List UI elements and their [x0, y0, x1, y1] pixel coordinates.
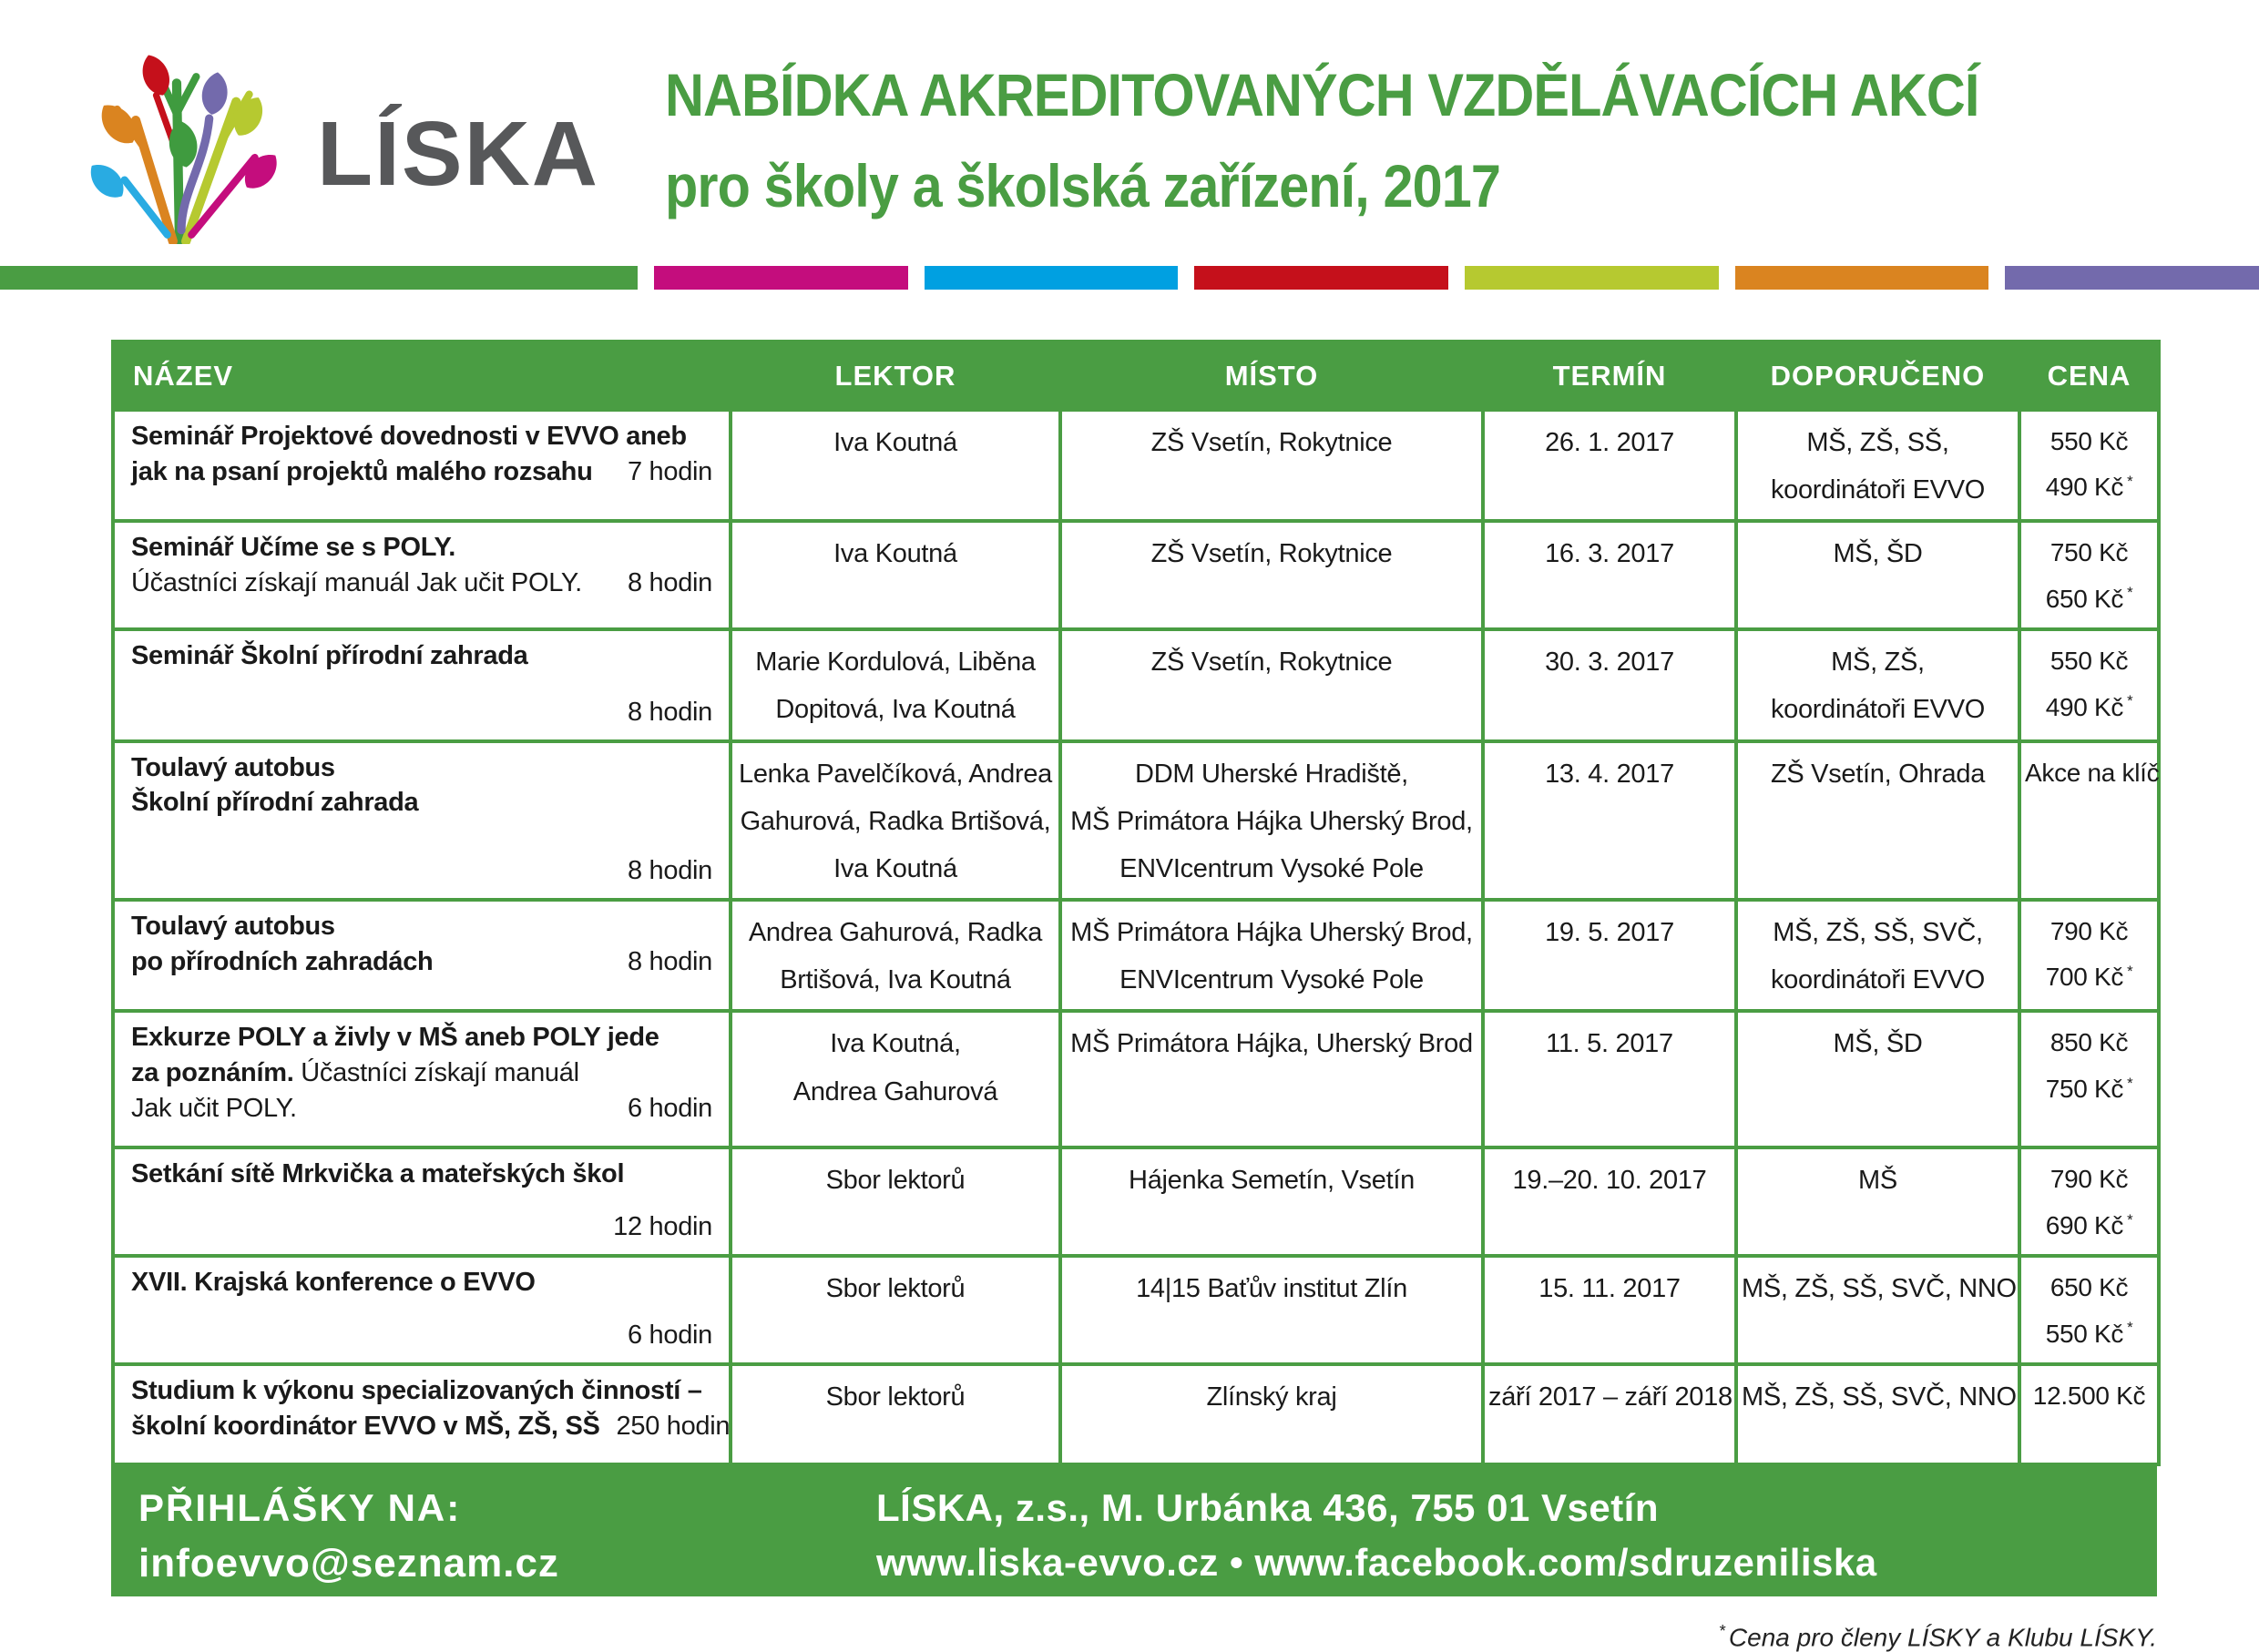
cell-misto: DDM Uherské Hradiště, MŠ Primátora Hájka Uherský Brod, ENVIcentrum Vysoké Pole — [1060, 741, 1483, 901]
cell-nazev: XVII. Krajská konference o EVVO 6 hodin — [113, 1256, 731, 1364]
events-table — [111, 340, 2161, 1466]
cell-nazev: Toulavý autobus Školní přírodní zahrada 8 hodin — [113, 741, 731, 901]
page-header — [0, 0, 2259, 266]
page-title-line2: pro školy a školská zařízení, 2017 — [665, 152, 1501, 219]
cell-termin: 19.–20. 10. 2017 — [1483, 1147, 1736, 1256]
cell-lektor: Sbor lektorů — [731, 1147, 1060, 1256]
page-title-line1: NABÍDKA AKREDITOVANÝCH VZDĚLÁVACÍCH AKCÍ — [665, 61, 1979, 128]
cell-lektor: Iva Koutná — [731, 521, 1060, 629]
table-row — [113, 900, 2159, 1011]
cell-doporuceno: MŠ, ZŠ, SŠ, SVČ, NNO — [1736, 1364, 2019, 1464]
cell-doporuceno: MŠ, ZŠ, SŠ, koordinátoři EVVO — [1736, 410, 2019, 521]
cell-lektor: Marie Kordulová, Liběna Dopitová, Iva Koutná — [731, 629, 1060, 740]
org-websites: www.liska-evvo.cz • www.facebook.com/sdruzeniliska — [876, 1541, 1877, 1585]
cell-cena: 850 Kč 750 Kč * — [2019, 1011, 2159, 1147]
stripe-segment-green — [0, 266, 638, 290]
contact-email: infoevvo@seznam.cz — [138, 1541, 559, 1586]
events-table-header — [113, 342, 2159, 410]
cell-nazev: Seminář Školní přírodní zahrada 8 hodin — [113, 629, 731, 740]
table-row — [113, 410, 2159, 521]
org-address: LÍSKA, z.s., M. Urbánka 436, 755 01 Vsetín — [876, 1486, 1660, 1530]
column-header-misto: MÍSTO — [1060, 342, 1483, 410]
table-row — [113, 521, 2159, 629]
logo-wordmark: LÍSKA — [317, 103, 599, 205]
footnote-asterisk: * — [1718, 1622, 1725, 1641]
cell-nazev: Seminář Učíme se s POLY. Účastníci získají manuál Jak učit POLY. 8 hodin — [113, 521, 731, 629]
footer-applications — [138, 1486, 649, 1586]
stripe-segment-magenta — [654, 266, 908, 290]
cell-lektor: Iva Koutná, Andrea Gahurová — [731, 1011, 1060, 1147]
cell-lektor: Iva Koutná — [731, 410, 1060, 521]
cell-misto: MŠ Primátora Hájka Uherský Brod, ENVIcentrum Vysoké Pole — [1060, 900, 1483, 1011]
cell-cena: 790 Kč 690 Kč * — [2019, 1147, 2159, 1256]
events-table-body — [113, 410, 2159, 1464]
cell-misto: ZŠ Vsetín, Rokytnice — [1060, 410, 1483, 521]
applications-label: PŘIHLÁŠKY NA: — [138, 1486, 462, 1530]
cell-lektor: Sbor lektorů — [731, 1256, 1060, 1364]
color-stripe — [0, 266, 2259, 290]
cell-misto: ZŠ Vsetín, Rokytnice — [1060, 629, 1483, 740]
cell-cena: Akce na klíč — [2019, 741, 2159, 901]
cell-termin: 11. 5. 2017 — [1483, 1011, 1736, 1147]
column-header-termin: TERMÍN — [1483, 342, 1736, 410]
cell-nazev: Toulavý autobus po přírodních zahradách 8 hodin — [113, 900, 731, 1011]
cell-nazev: Setkání sítě Mrkvička a mateřských škol 12 hodin — [113, 1147, 731, 1256]
cell-doporuceno: MŠ, ZŠ, SŠ, SVČ, NNO — [1736, 1256, 2019, 1364]
cell-lektor: Andrea Gahurová, Radka Brtišová, Iva Koutná — [731, 900, 1060, 1011]
cell-cena: 12.500 Kč — [2019, 1364, 2159, 1464]
cell-termin: září 2017 – září 2018 — [1483, 1364, 1736, 1464]
cell-doporuceno: MŠ, ŠD — [1736, 1011, 2019, 1147]
table-row — [113, 1011, 2159, 1147]
cell-nazev: Studium k výkonu specializovaných činností – školní koordinátor EVVO v MŠ, ZŠ, SŠ 250 hodin — [113, 1364, 731, 1464]
cell-misto: ZŠ Vsetín, Rokytnice — [1060, 521, 1483, 629]
page-title — [665, 60, 2125, 220]
stripe-segment-orange — [1735, 266, 1989, 290]
stripe-segment-purple — [2005, 266, 2259, 290]
cell-termin: 16. 3. 2017 — [1483, 521, 1736, 629]
cell-misto: Zlínský kraj — [1060, 1364, 1483, 1464]
price-footnote — [111, 1622, 2157, 1652]
table-row — [113, 741, 2159, 901]
cell-doporuceno: MŠ — [1736, 1147, 2019, 1256]
column-header-nazev: NÁZEV — [113, 342, 731, 410]
table-row — [113, 1256, 2159, 1364]
table-row — [113, 1364, 2159, 1464]
cell-termin: 19. 5. 2017 — [1483, 900, 1736, 1011]
cell-doporuceno: MŠ, ZŠ, SŠ, SVČ, koordinátoři EVVO — [1736, 900, 2019, 1011]
cell-cena: 750 Kč 650 Kč * — [2019, 521, 2159, 629]
cell-misto: 14|15 Baťův institut Zlín — [1060, 1256, 1483, 1364]
footer-contact — [876, 1486, 1877, 1585]
table-row — [113, 1147, 2159, 1256]
stripe-segment-blue — [925, 266, 1179, 290]
cell-cena: 790 Kč 700 Kč * — [2019, 900, 2159, 1011]
table-row — [113, 629, 2159, 740]
footnote-text: Cena pro členy LÍSKY a Klubu LÍSKY. — [1728, 1623, 2157, 1652]
page-footer — [111, 1466, 2157, 1596]
cell-nazev: Exkurze POLY a živly v MŠ aneb POLY jede za poznáním. Účastníci získají manuál Jak učit POLY. 6 hodin — [113, 1011, 731, 1147]
column-header-lektor: LEKTOR — [731, 342, 1060, 410]
stripe-segment-red — [1194, 266, 1448, 290]
cell-termin: 30. 3. 2017 — [1483, 629, 1736, 740]
cell-lektor: Sbor lektorů — [731, 1364, 1060, 1464]
cell-doporuceno: ZŠ Vsetín, Ohrada — [1736, 741, 2019, 901]
cell-cena: 650 Kč 550 Kč * — [2019, 1256, 2159, 1364]
column-header-doporuceno: DOPORUČENO — [1736, 342, 2019, 410]
cell-termin: 13. 4. 2017 — [1483, 741, 1736, 901]
cell-misto: MŠ Primátora Hájka, Uherský Brod — [1060, 1011, 1483, 1147]
cell-cena: 550 Kč 490 Kč * — [2019, 629, 2159, 740]
stripe-segment-lime — [1465, 266, 1719, 290]
liska-logo-icon — [62, 25, 297, 244]
cell-termin: 15. 11. 2017 — [1483, 1256, 1736, 1364]
cell-doporuceno: MŠ, ŠD — [1736, 521, 2019, 629]
cell-lektor: Lenka Pavelčíková, Andrea Gahurová, Radka Brtišová, Iva Koutná — [731, 741, 1060, 901]
cell-misto: Hájenka Semetín, Vsetín — [1060, 1147, 1483, 1256]
cell-cena: 550 Kč 490 Kč * — [2019, 410, 2159, 521]
cell-nazev: Seminář Projektové dovednosti v EVVO aneb jak na psaní projektů malého rozsahu 7 hodin — [113, 410, 731, 521]
cell-termin: 26. 1. 2017 — [1483, 410, 1736, 521]
cell-doporuceno: MŠ, ZŠ, koordinátoři EVVO — [1736, 629, 2019, 740]
column-header-cena: CENA — [2019, 342, 2159, 410]
